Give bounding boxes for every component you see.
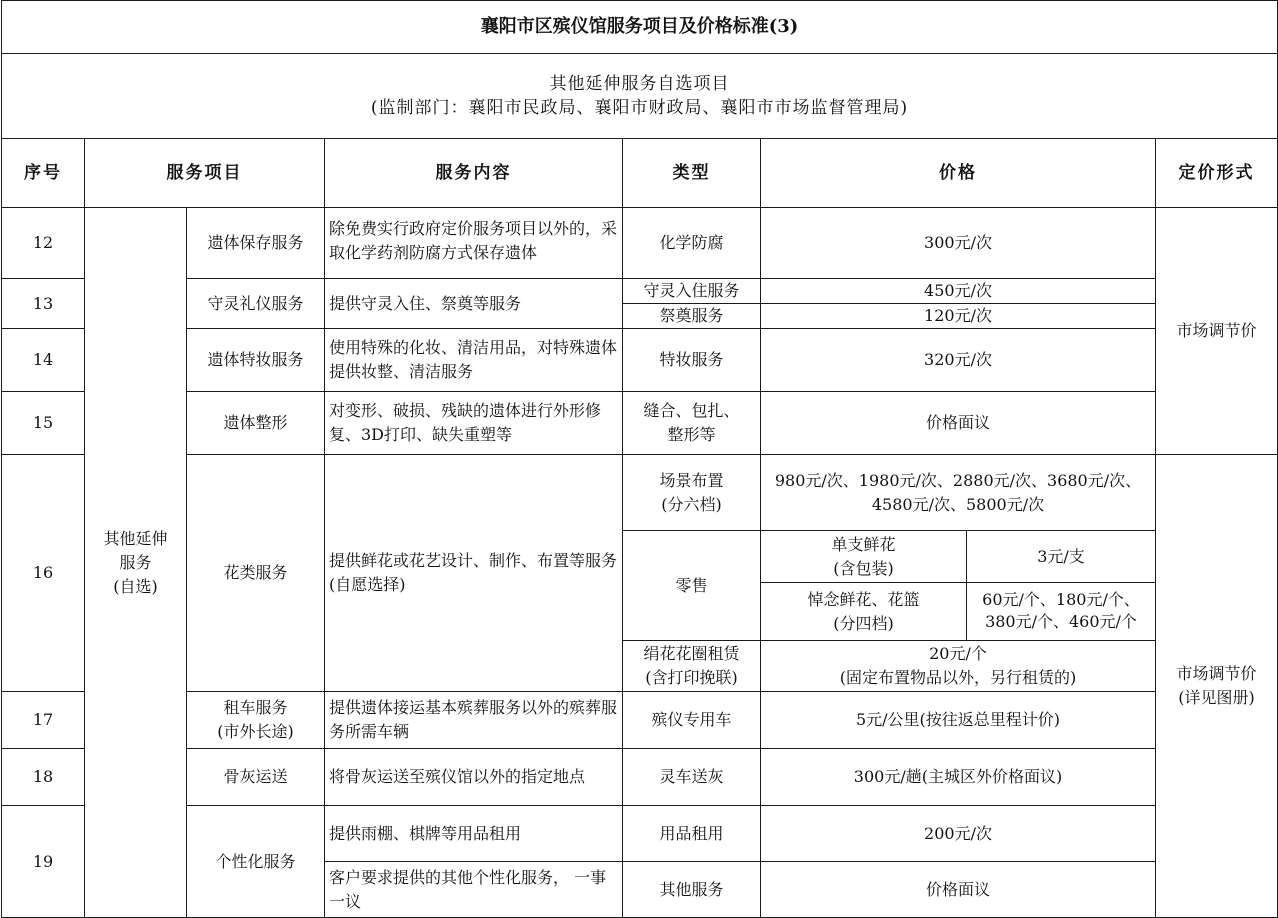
service-content: 提供鲜花或花艺设计、制作、布置等服务(自愿选择) xyxy=(325,455,623,692)
category-line: 服务 xyxy=(119,552,152,572)
row-number: 19 xyxy=(2,806,85,918)
table-row xyxy=(2,279,1278,304)
pricing-form-line: 市场调节价 xyxy=(1176,664,1257,683)
row-number: 14 xyxy=(2,329,85,392)
subtitle-block xyxy=(2,54,1278,139)
table-row xyxy=(2,208,1278,279)
service-price: 200元/次 xyxy=(761,806,1156,862)
service-item: 遗体保存服务 xyxy=(187,208,325,279)
table-row xyxy=(2,806,1278,862)
service-item: 遗体特妆服务 xyxy=(187,329,325,392)
service-type-line: 绢花花圈租赁 xyxy=(643,644,740,663)
header-no: 序号 xyxy=(2,139,85,208)
category-line: (自选) xyxy=(113,576,158,596)
row-number: 18 xyxy=(2,749,85,806)
subtitle-row xyxy=(2,54,1278,139)
price-standard-table xyxy=(1,0,1278,918)
service-price: 价格面议 xyxy=(761,392,1156,455)
service-item-line: 租车服务 xyxy=(223,698,288,717)
retail-price-text: 60元/个、180元/个、380元/个、460元/个 xyxy=(982,589,1140,631)
service-price: 980元/次、1980元/次、2880元/次、3680元/次、4580元/次、5800元/次 xyxy=(761,455,1156,531)
supervising-departments: (监制部门：襄阳市民政局、襄阳市财政局、襄阳市市场监督管理局) xyxy=(370,98,909,118)
service-item-line: (市外长途) xyxy=(217,722,294,741)
service-item: 骨灰运送 xyxy=(187,749,325,806)
header-row xyxy=(2,139,1278,208)
header-service-item: 服务项目 xyxy=(85,139,325,208)
service-content: 提供雨棚、棋牌等用品租用 xyxy=(325,806,623,862)
service-price: 450元/次 xyxy=(761,279,1156,304)
retail-item-line: 单支鲜花 xyxy=(831,534,896,554)
table-row xyxy=(2,329,1278,392)
service-content xyxy=(325,208,623,279)
service-type: 其他服务 xyxy=(623,862,761,918)
service-type-line: 场景布置 xyxy=(659,470,724,490)
service-item: 花类服务 xyxy=(187,455,325,692)
service-price: 价格面议 xyxy=(761,862,1156,918)
service-type: 零售 xyxy=(623,531,761,641)
row-number: 17 xyxy=(2,692,85,749)
table-row xyxy=(2,392,1278,455)
service-content: 将骨灰运送至殡仪馆以外的指定地点 xyxy=(325,749,623,806)
service-type: 化学防腐 xyxy=(623,208,761,279)
service-type: 用品租用 xyxy=(623,806,761,862)
service-type xyxy=(623,392,761,455)
service-type: 特妆服务 xyxy=(623,329,761,392)
service-type: 灵车送灰 xyxy=(623,749,761,806)
retail-item xyxy=(761,583,967,641)
service-type xyxy=(623,455,761,531)
service-price: 120元/次 xyxy=(761,304,1156,329)
header-type: 类型 xyxy=(623,139,761,208)
header-price: 价格 xyxy=(761,139,1156,208)
service-content: 对变形、破损、残缺的遗体进行外形修复、3D打印、缺失重塑等 xyxy=(325,392,623,455)
service-content-text: 除免费实行政府定价服务项目以外的，采取化学药剂防腐方式保存遗体 xyxy=(329,219,618,262)
retail-price: 3元/支 xyxy=(967,531,1156,583)
service-content: 使用特殊的化妆、清洁用品，对特殊遗体提供妆整、清洁服务 xyxy=(325,329,623,392)
service-price-line: (固定布置物品以外，另行租赁的) xyxy=(839,668,1077,687)
service-item xyxy=(187,692,325,749)
title-row xyxy=(2,1,1278,54)
retail-item-line: (含包装) xyxy=(833,558,894,578)
page-title: 襄阳市区殡仪馆服务项目及价格标准(3) xyxy=(2,1,1278,54)
header-pricing-form: 定价形式 xyxy=(1156,139,1278,208)
pricing-form-market-detail xyxy=(1156,455,1278,918)
service-price xyxy=(761,641,1156,692)
table-row xyxy=(2,455,1278,531)
service-content: 提供遗体接运基本殡葬服务以外的殡葬服务所需车辆 xyxy=(325,692,623,749)
retail-item-line: (分四档) xyxy=(833,613,894,633)
service-type: 守灵入住服务 xyxy=(623,279,761,304)
service-type-line: 缝合、包扎、 xyxy=(643,401,740,420)
header-content: 服务内容 xyxy=(325,139,623,208)
service-item: 个性化服务 xyxy=(187,806,325,918)
row-number: 15 xyxy=(2,392,85,455)
service-price: 300元/趟(主城区外价格面议) xyxy=(761,749,1156,806)
row-number: 12 xyxy=(2,208,85,279)
service-price: 300元/次 xyxy=(761,208,1156,279)
service-type xyxy=(623,641,761,692)
service-type-line: 整形等 xyxy=(667,425,716,444)
subtitle: 其他延伸服务自选项目 xyxy=(549,74,730,94)
category-cell xyxy=(85,208,187,918)
service-content: 提供守灵入住、祭奠等服务 xyxy=(325,279,623,329)
row-number: 16 xyxy=(2,455,85,692)
service-price: 5元/公里(按往返总里程计价) xyxy=(761,692,1156,749)
service-item: 守灵礼仪服务 xyxy=(187,279,325,329)
retail-item xyxy=(761,531,967,583)
service-content: 客户要求提供的其他个性化服务， 一事一议 xyxy=(325,862,623,918)
service-price-line: 20元/个 xyxy=(929,644,987,663)
row-number: 13 xyxy=(2,279,85,329)
pricing-form-market: 市场调节价 xyxy=(1156,208,1278,455)
service-type: 殡仪专用车 xyxy=(623,692,761,749)
table-row xyxy=(2,692,1278,749)
retail-price xyxy=(967,583,1156,641)
table-row xyxy=(2,749,1278,806)
service-type-line: (含打印挽联) xyxy=(645,668,738,687)
service-type: 祭奠服务 xyxy=(623,304,761,329)
retail-item-line: 悼念鲜花、花篮 xyxy=(807,589,920,609)
pricing-form-line: (详见图册) xyxy=(1178,688,1255,707)
service-item: 遗体整形 xyxy=(187,392,325,455)
service-type-line: (分六档) xyxy=(661,494,722,514)
service-price: 320元/次 xyxy=(761,329,1156,392)
category-line: 其他延伸 xyxy=(103,528,168,548)
